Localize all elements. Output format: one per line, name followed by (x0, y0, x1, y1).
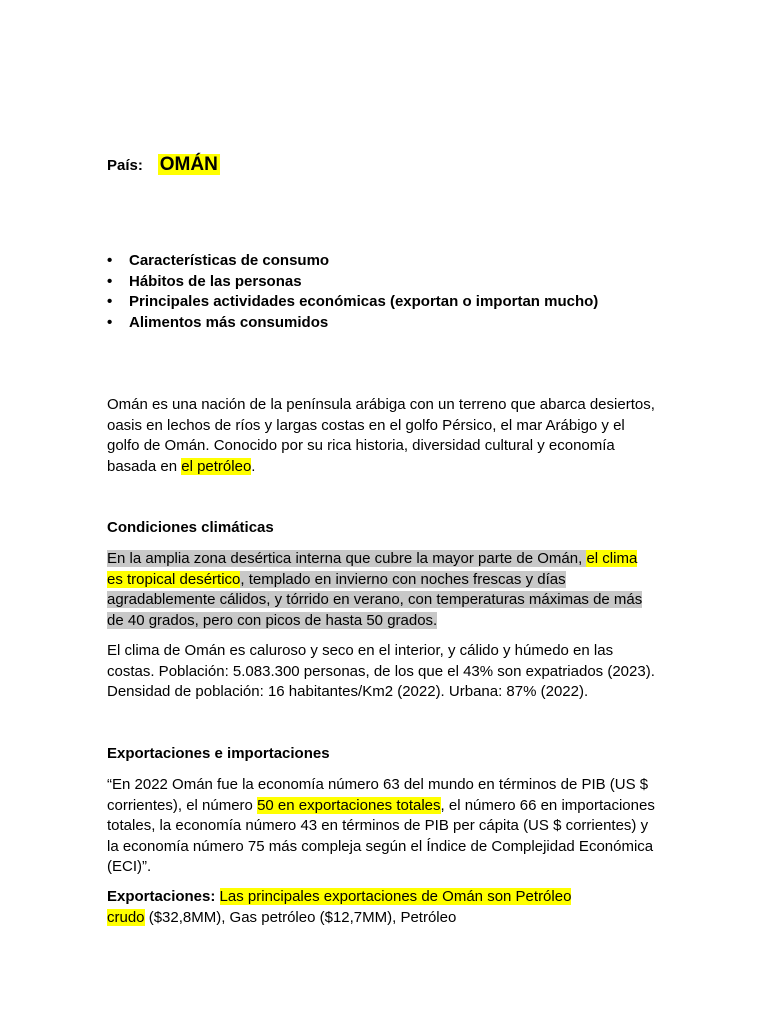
highlight-clima: el clima (586, 550, 638, 567)
trade-heading: Exportaciones e importaciones (107, 745, 330, 762)
intro-line: golfo de Omán. Conocido por su rica historia, diversidad cultural y economía (107, 437, 615, 454)
highlight-crudo: crudo (107, 908, 145, 926)
climate-paragraph-2: El clima de Omán es caluroso y seco en el interior, y cálido y húmedo en las costas. Población: 5.083.300 personas, de los que el 43% son expatriados (2023). Densidad de población: 16 habitantes/Km2 (2022). Urbana: 87% (2022). (107, 642, 655, 700)
intro-line: Omán es una nación de la península arábiga con un terreno que abarca desiertos, (107, 396, 655, 413)
bullet-icon: • (107, 293, 113, 310)
bullet-icon: • (107, 272, 113, 290)
highlight-petroleo: el petróleo (181, 457, 252, 475)
highlight-exportaciones: 50 en exportaciones totales (257, 796, 441, 814)
highlight-principales: Las principales exportaciones de Omán son Petróleo (219, 888, 572, 905)
list-item: • Hábitos de las personas (107, 272, 598, 293)
highlight-tropical: es tropical desértico (107, 570, 241, 588)
list-item: • Alimentos más consumidos (107, 313, 598, 334)
country-title (107, 154, 220, 176)
intro-line: oasis en lechos de ríos y largas costas en el golfo Pérsico, el mar Arábigo y el (107, 416, 625, 434)
intro-paragraph (107, 395, 655, 477)
intro-line: basada en el petróleo. (107, 457, 256, 475)
bullet-icon: • (107, 313, 113, 331)
exports-label: Exportaciones: (107, 888, 216, 905)
climate-heading: Condiciones climáticas (107, 519, 274, 536)
climate-paragraph-1: En la amplia zona desértica interna que cubre la mayor parte de Omán, el clima es tropical desértico, templado en invierno con noches frescas y días agradablemente cálidos, y tórrido en verano, con temperaturas máximas de más de 40 grados, pero con picos de hasta 50 grados. (107, 550, 643, 629)
list-item: • Características de consumo (107, 251, 598, 272)
exports-paragraph: Exportaciones: Las principales exportaciones de Omán son Petróleo crudo ($32,8MM), Gas petróleo ($12,7MM), Petróleo (107, 888, 572, 926)
country-name: OMÁN (159, 154, 218, 175)
list-item: • Principales actividades económicas (exportan o importan mucho) (107, 292, 598, 313)
bullet-icon: • (107, 252, 113, 269)
country-label: País: (107, 157, 143, 174)
trade-quote: “En 2022 Omán fue la economía número 63 del mundo en términos de PIB (US $ corrientes), el número 50 en exportaciones totales, el número 66 en importaciones totales, la economía número 43 en términos de PIB per cápita (US $ corrientes) y la economía número 75 más compleja según el Índice de Complejidad Económica (ECI)”. (107, 776, 655, 875)
topic-list (107, 251, 598, 333)
